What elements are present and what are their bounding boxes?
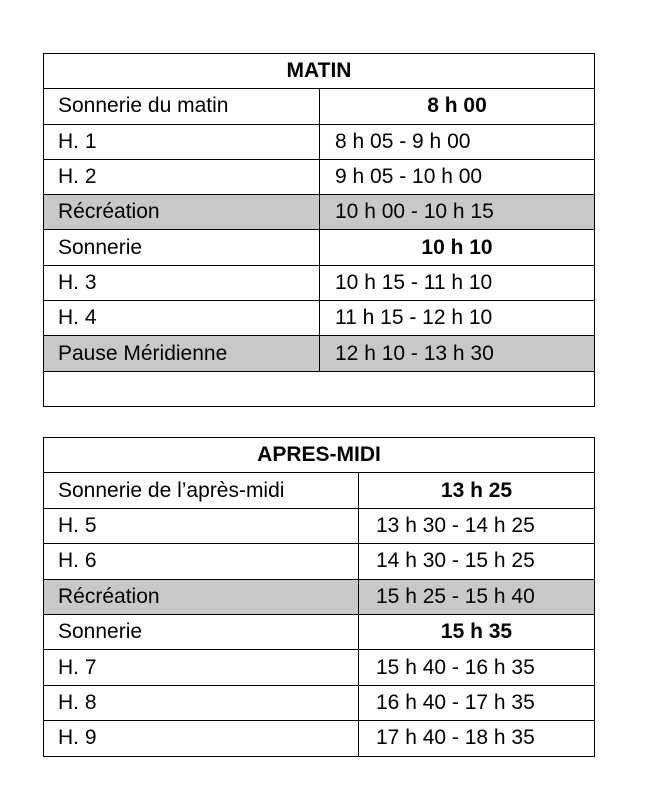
table-row (44, 685, 595, 720)
afternoon-title: APRES-MIDI (44, 438, 595, 473)
row-time: 8 h 00 (320, 89, 595, 124)
table-row (44, 89, 595, 124)
table-row (44, 301, 595, 336)
table-row-break (44, 579, 595, 614)
row-label: Récréation (44, 195, 320, 230)
afternoon-schedule-table (43, 437, 595, 757)
row-label: H. 1 (44, 124, 320, 159)
table-row-break (44, 195, 595, 230)
row-time: 14 h 30 - 15 h 25 (359, 544, 595, 579)
row-label: H. 4 (44, 301, 320, 336)
row-time: 10 h 00 - 10 h 15 (320, 195, 595, 230)
row-label: H. 5 (44, 508, 359, 543)
row-time: 16 h 40 - 17 h 35 (359, 685, 595, 720)
table-row (44, 124, 595, 159)
table-row (44, 230, 595, 265)
row-time: 17 h 40 - 18 h 35 (359, 721, 595, 756)
row-label: H. 2 (44, 159, 320, 194)
row-time: 15 h 40 - 16 h 35 (359, 650, 595, 685)
table-row-break (44, 336, 595, 371)
row-time: 11 h 15 - 12 h 10 (320, 301, 595, 336)
row-time: 13 h 25 (359, 473, 595, 508)
table-row (44, 650, 595, 685)
table-header-row (44, 54, 595, 89)
row-label: H. 9 (44, 721, 359, 756)
morning-schedule-table (43, 53, 595, 407)
morning-title: MATIN (44, 54, 595, 89)
row-label: Sonnerie (44, 230, 320, 265)
row-time: 10 h 10 (320, 230, 595, 265)
empty-cell (44, 371, 595, 406)
row-label: H. 6 (44, 544, 359, 579)
table-empty-row (44, 371, 595, 406)
table-row (44, 721, 595, 756)
table-row (44, 614, 595, 649)
row-label: H. 7 (44, 650, 359, 685)
row-label: Récréation (44, 579, 359, 614)
table-row (44, 159, 595, 194)
row-time: 9 h 05 - 10 h 00 (320, 159, 595, 194)
row-label: Sonnerie du matin (44, 89, 320, 124)
table-row (44, 473, 595, 508)
row-time: 12 h 10 - 13 h 30 (320, 336, 595, 371)
table-header-row (44, 438, 595, 473)
table-row (44, 265, 595, 300)
row-label: H. 3 (44, 265, 320, 300)
row-label: Sonnerie de l’après-midi (44, 473, 359, 508)
row-label: H. 8 (44, 685, 359, 720)
row-time: 8 h 05 - 9 h 00 (320, 124, 595, 159)
row-time: 13 h 30 - 14 h 25 (359, 508, 595, 543)
row-time: 15 h 25 - 15 h 40 (359, 579, 595, 614)
table-row (44, 544, 595, 579)
table-row (44, 508, 595, 543)
row-time: 15 h 35 (359, 614, 595, 649)
row-label: Sonnerie (44, 614, 359, 649)
row-label: Pause Méridienne (44, 336, 320, 371)
row-time: 10 h 15 - 11 h 10 (320, 265, 595, 300)
